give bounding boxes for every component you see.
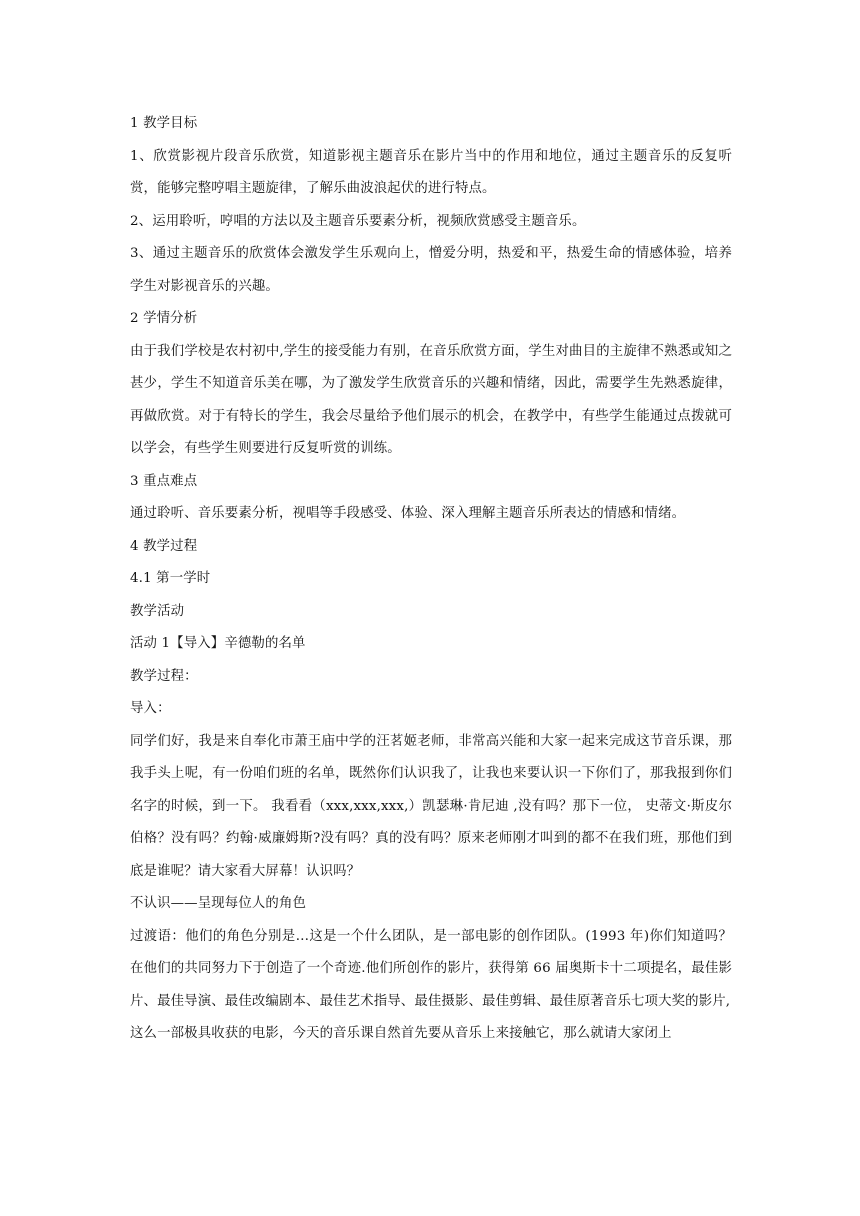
introduction-paragraph: 同学们好，我是来自奉化市萧王庙中学的汪茗姬老师，非常高兴能和大家一起来完成这节音乐课，那我手头上呢，有一份咱们班的名单，既然你们认识我了，让我也来要认识一下你们了，那我报到你们名字的时候，到一下。 我看看（xxx,xxx,xxx,）凯瑟琳·肯尼迪 ,没有吗？那下一位， 史蒂文·斯皮尔伯格？没有吗？约翰·威廉姆斯?没有吗？真的没有吗？原来老师刚才叫到的都不在我们班，那他们到底是谁呢？请大家看大屏幕！认识吗？ — [130, 733, 732, 879]
label-teaching-activity: 教学活动 — [130, 603, 185, 619]
goal-item-3: 3、通过主题音乐的欣赏体会激发学生乐观向上，憎爱分明，热爱和平，热爱生命的情感体验，培养学生对影视音乐的兴趣。 — [130, 246, 732, 294]
transition-paragraph: 过渡语：他们的角色分别是…这是一个什么团队，是一部电影的创作团队。(1993 年)你们知道吗？在他们的共同努力下于创造了一个奇迹.他们所创作的影片，获得第 66 届奥斯卡十二项提名，最佳影片、最佳导演、最佳改编剧本、最佳艺术指导、最佳摄影、最佳剪辑、最佳原著音乐七项大奖的影片, — [130, 928, 732, 1009]
heading-student-analysis: 2 学情分析 — [130, 311, 198, 326]
subheading-first-period: 4.1 第一学时 — [130, 571, 211, 586]
label-introduction: 导入： — [130, 701, 171, 716]
goal-item-2: 2、运用聆听，哼唱的方法以及主题音乐要素分析，视频欣赏感受主题音乐。 — [130, 213, 586, 229]
heading-teaching-process: 4 教学过程 — [130, 538, 198, 554]
heading-key-points: 3 重点难点 — [130, 473, 198, 489]
roles-line: 不认识——呈现每位人的角色 — [130, 896, 307, 911]
label-teaching-process: 教学过程： — [130, 668, 198, 684]
closing-line: 这么一部极具收获的电影，今天的音乐课自然首先要从音乐上来接触它，那么就请大家闭上 — [130, 1026, 672, 1041]
activity-1-title: 活动 1【导入】辛德勒的名单 — [130, 636, 306, 651]
goal-item-1: 1、欣赏影视片段音乐欣赏，知道影视主题音乐在影片当中的作用和地位，通过主题音乐的反复听赏，能够完整哼唱主题旋律，了解乐曲波浪起伏的进行特点。 — [130, 148, 732, 196]
student-analysis-paragraph: 由于我们学校是农村初中,学生的接受能力有别，在音乐欣赏方面，学生对曲目的主旋律不熟悉或知之甚少，学生不知道音乐美在哪，为了激发学生欣赏音乐的兴趣和情绪，因此，需要学生先熟悉旋律，再做欣赏。对于有特长的学生，我会尽量给予他们展示的机会，在教学中，有些学生能通过点拨就可以学会，有些学生则要进行反复听赏的训练。 — [130, 343, 732, 456]
heading-teaching-goals: 1 教学目标 — [130, 116, 198, 131]
document-body — [130, 108, 732, 1051]
key-points-paragraph: 通过聆听、音乐要素分析，视唱等手段感受、体验、深入理解主题音乐所表达的情感和情绪。 — [130, 506, 686, 521]
